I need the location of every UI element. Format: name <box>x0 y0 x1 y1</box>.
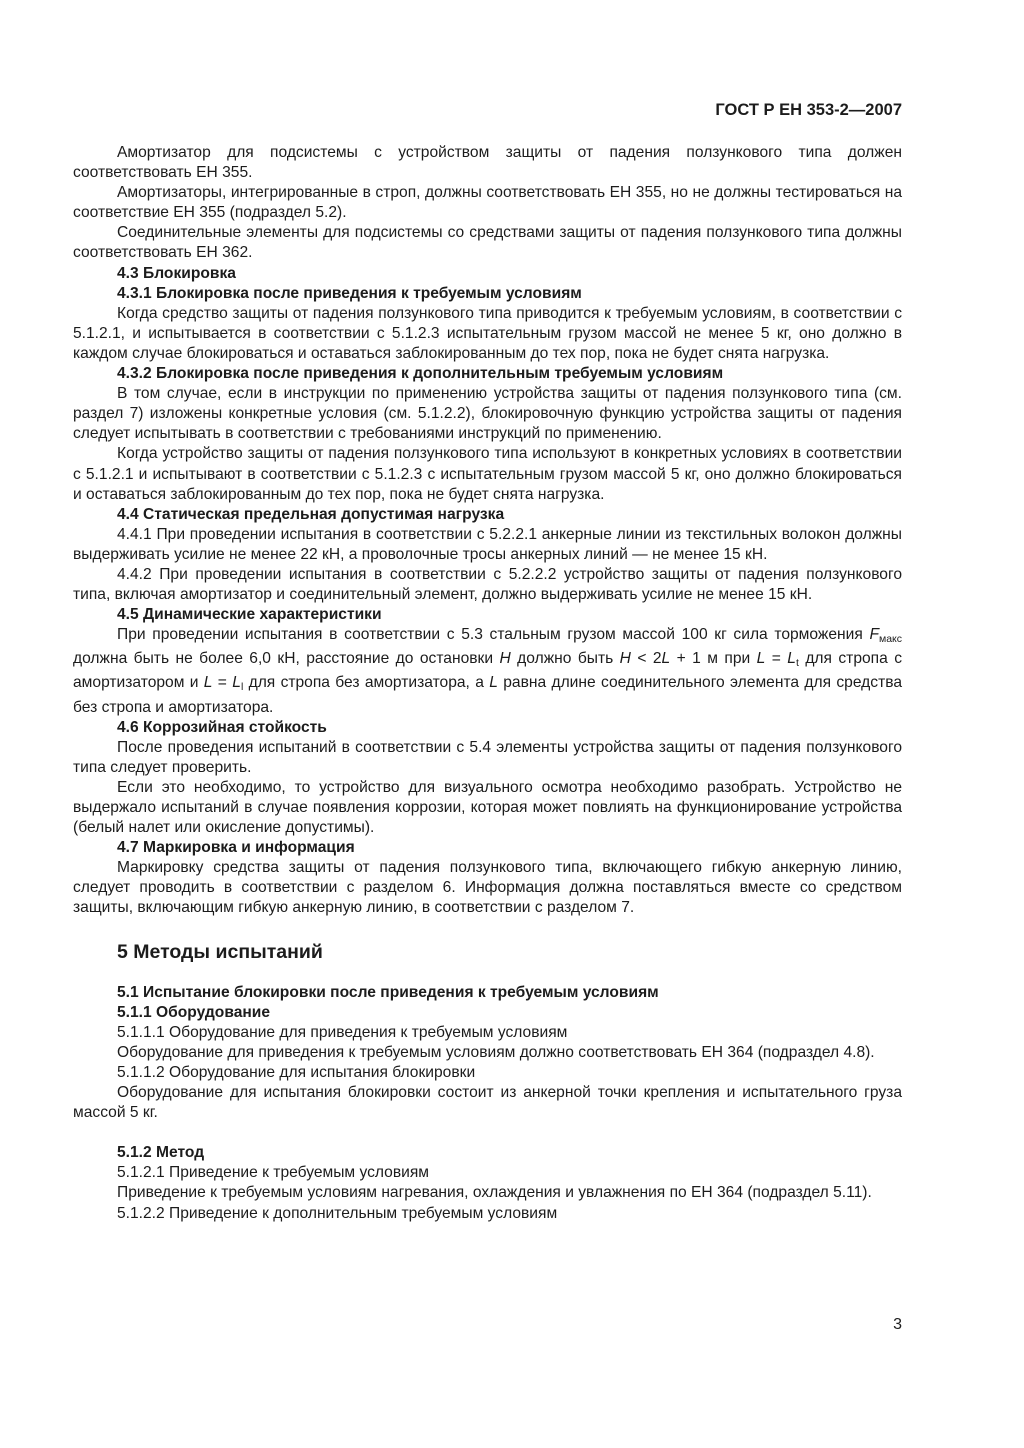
subsection-heading: 5.1 Испытание блокировки после приведения к требуемым условиям <box>117 983 659 1001</box>
subsection-heading: 4.5 Динамические характеристики <box>117 606 382 624</box>
formula-variable: L <box>787 650 796 668</box>
subsection-heading: 4.7 Маркировка и информация <box>117 839 355 857</box>
formula-subscript: макс <box>878 633 902 646</box>
formula-variable: L <box>232 674 241 692</box>
subsection-heading: 5.1.1 Оборудование <box>117 1003 271 1021</box>
subsection-heading: 4.6 Коррозийная стойкость <box>117 718 327 736</box>
paragraph-dynamic <box>73 625 902 717</box>
section-heading: 5 Методы испытаний <box>117 940 323 963</box>
subsection-heading: 4.3.2 Блокировка после приведения к дополнительным требуемым условиям <box>117 365 724 383</box>
paragraph: 4.4.1 При проведении испытания в соответствии с 5.2.2.1 анкерные линии из текстильных волокон должны выдерживать усилие не менее 22 кН, а проволочные тросы анкерных линий — не менее 15 кН. <box>73 525 902 563</box>
paragraph: 5.1.2.1 Приведение к требуемым условиям <box>117 1164 430 1182</box>
formula-variable: L <box>661 650 671 668</box>
paragraph: Если это необходимо, то устройство для визуального осмотра необходимо разобрать. Устройство не выдержало испытаний в случае появления коррозии, которая может повлиять на функционирование устройства (белый налет или окисление допустимы). <box>73 778 902 837</box>
subsection-heading: 4.4 Статическая предельная допустимая нагрузка <box>117 505 505 523</box>
paragraph: 4.4.2 При проведении испытания в соответствии с 5.2.2.2 устройство защиты от падения ползункового типа, включая амортизатор и соединительный элемент, должно выдерживать усилие не менее 15 кН. <box>73 565 902 604</box>
formula-variable: H <box>499 650 511 668</box>
text-run: должна быть не более 6,0 кН, расстояние до остановки <box>73 650 500 668</box>
paragraph: Маркировку средства защиты от падения ползункового типа, включающего гибкую анкерную линию, следует проводить в соответствии с разделом 6. Информация должна поставляться вместе со средством защиты, включающим гибкую анкерную линию, в соответствии с разделом 7. <box>73 859 902 917</box>
text-run: < 2 <box>630 650 662 668</box>
paragraph: 5.1.1.2 Оборудование для испытания блокировки <box>117 1063 476 1081</box>
paragraph: 5.1.2.2 Приведение к дополнительным требуемым условиям <box>117 1204 558 1222</box>
paragraph: Приведение к требуемым условиям нагревания, охлаждения и увлажнения по ЕН 364 (подраздел 5.11). <box>117 1184 872 1202</box>
paragraph: После проведения испытаний в соответствии с 5.4 элементы устройства защиты от падения ползункового типа следует проверить. <box>73 738 902 776</box>
paragraph: Оборудование для испытания блокировки состоит из анкерной точки крепления и испытательного груза массой 5 кг. <box>73 1084 902 1122</box>
paragraph: Амортизатор для подсистемы с устройством защиты от падения ползункового типа должен соответствовать ЕН 355. <box>73 144 902 182</box>
text-run: = <box>212 674 233 692</box>
formula-variable: L <box>489 674 498 692</box>
paragraph: Соединительные элементы для подсистемы со средствами защиты от падения ползункового типа должны соответствовать ЕН 362. <box>73 224 902 262</box>
text-run: При проведении испытания в соответствии с 5.3 стальным грузом массой 100 кг сила торможения <box>117 626 870 644</box>
paragraph: Когда устройство защиты от падения ползункового типа используют в конкретных условиях в соответствии с 5.1.2.1 и испытывают в соответствии с 5.1.2.3 с испытательным грузом массой 5 кг, оно должно блокироваться и оставаться заблокированным до тех пор, пока не будет снята нагрузка. <box>73 445 902 503</box>
formula-variable: F <box>869 626 879 644</box>
text-run: = <box>765 650 788 668</box>
subsection-heading: 5.1.2 Метод <box>117 1144 205 1162</box>
subsection-heading: 4.3.1 Блокировка после приведения к требуемым условиям <box>117 284 582 302</box>
text-run: для стропа с амортизатором и <box>73 650 902 692</box>
formula-variable: L <box>756 650 766 668</box>
text-run: для стропа без амортизатора, а <box>243 674 490 692</box>
document-header: ГОСТ Р ЕН 353-2—2007 <box>715 101 902 119</box>
formula-variable: H <box>619 650 631 668</box>
formula-subscript: l <box>240 681 244 694</box>
document-body <box>73 143 902 1224</box>
paragraph: В том случае, если в инструкции по применению устройства защиты от падения ползункового типа (см. раздел 7) изложены конкретные условия (см. 5.1.2.2), блокировочную функцию устройства защиты от падения следует испытывать в соответствии с требованиями инструкций по применению. <box>73 385 902 443</box>
paragraph: Оборудование для приведения к требуемым условиям должно соответствовать ЕН 364 (подраздел 4.8). <box>117 1043 875 1061</box>
paragraph: Амортизаторы, интегрированные в строп, должны соответствовать ЕН 355, но не должны тестироваться на соответствие ЕН 355 (подраздел 5.2). <box>73 184 902 222</box>
formula-subscript: t <box>795 657 799 670</box>
formula-variable: L <box>203 674 213 692</box>
subsection-heading: 4.3 Блокировка <box>117 264 236 282</box>
text-run: должно быть <box>510 650 620 668</box>
page-number: 3 <box>893 1316 902 1333</box>
paragraph: Когда средство защиты от падения ползункового типа приводится к требуемым условиям, в соответствии с 5.1.2.1, и испытывается в соответствии с 5.1.2.3 испытательным грузом массой не менее 5 кг, оно должно в каждом случае блокироваться и оставаться заблокированным до тех пор, пока не будет снята нагрузка. <box>73 304 902 362</box>
paragraph: 5.1.1.1 Оборудование для приведения к требуемым условиям <box>117 1023 568 1041</box>
text-run: равна длине соединительного элемента для средства без стропа и амортизатора. <box>73 674 902 716</box>
text-run: + 1 м при <box>670 650 757 668</box>
